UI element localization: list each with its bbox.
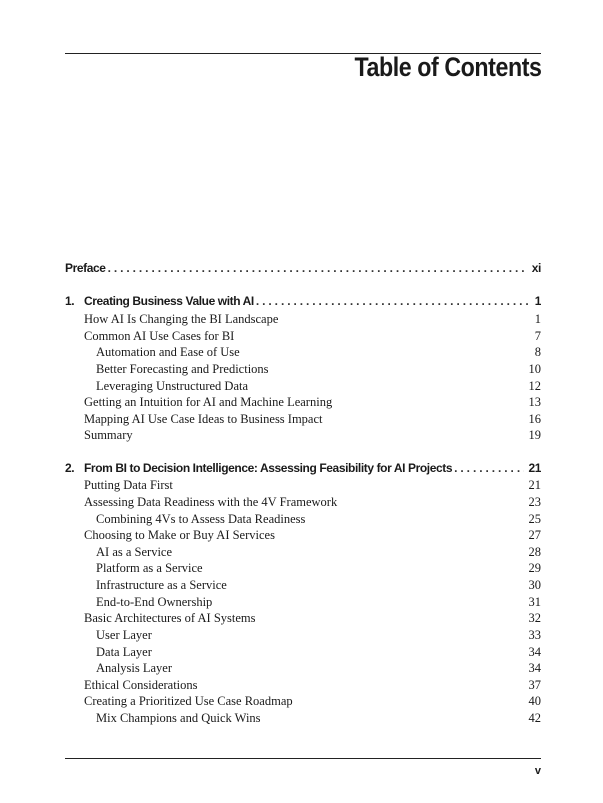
entry-title: Getting an Intuition for AI and Machine Learning <box>84 395 333 409</box>
toc-entry[interactable] <box>84 428 541 445</box>
toc-chapter-2[interactable] <box>65 461 541 478</box>
toc-chapter-1[interactable] <box>65 294 541 311</box>
preface-label: Preface <box>65 261 106 275</box>
entry-page: 1 <box>534 312 541 326</box>
toc-entry[interactable] <box>84 395 541 412</box>
dot-leader <box>108 261 528 275</box>
entry-page: 28 <box>528 545 541 559</box>
toc-entry[interactable] <box>84 495 541 512</box>
entry-title: Mapping AI Use Case Ideas to Business Impact <box>84 412 323 426</box>
chapter-number: 2. <box>65 461 75 475</box>
preface-page: xi <box>531 261 541 275</box>
entry-title: AI as a Service <box>96 545 173 559</box>
entry-page: 37 <box>528 678 541 692</box>
entry-title: Putting Data First <box>84 478 173 492</box>
entry-title: Assessing Data Readiness with the 4V Framework <box>84 495 338 509</box>
entry-title: Common AI Use Cases for BI <box>84 329 235 343</box>
chapter-title: Creating Business Value with AI <box>84 294 254 308</box>
entry-title: Summary <box>84 428 133 442</box>
toc-entry[interactable] <box>84 478 541 495</box>
dot-leader <box>454 461 524 475</box>
toc-subentry[interactable] <box>96 595 541 612</box>
entry-title: Creating a Prioritized Use Case Roadmap <box>84 694 293 708</box>
entry-page: 31 <box>528 595 541 609</box>
entry-page: 8 <box>534 345 541 359</box>
entry-title: Combining 4Vs to Assess Data Readiness <box>96 512 306 526</box>
entry-title: Infrastructure as a Service <box>96 578 227 592</box>
entry-page: 34 <box>528 661 541 675</box>
toc-subentry[interactable] <box>96 561 541 578</box>
toc-subentry[interactable] <box>96 628 541 645</box>
entry-title: Mix Champions and Quick Wins <box>96 711 261 725</box>
toc-subentry[interactable] <box>96 345 541 362</box>
entry-page: 13 <box>528 395 541 409</box>
page-number: v <box>534 765 541 777</box>
entry-title: User Layer <box>96 628 152 642</box>
chapter-title: From BI to Decision Intelligence: Assessing Feasibility for AI Projects <box>84 461 453 475</box>
entry-page: 7 <box>534 329 541 343</box>
entry-page: 33 <box>528 628 541 642</box>
entry-page: 32 <box>528 611 541 625</box>
toc-entry[interactable] <box>84 611 541 628</box>
toc-entry[interactable] <box>84 678 541 695</box>
entry-page: 42 <box>528 711 541 725</box>
chapter-page: 21 <box>528 461 541 475</box>
entry-page: 16 <box>528 412 541 426</box>
entry-page: 40 <box>528 694 541 708</box>
entry-title: Choosing to Make or Buy AI Services <box>84 528 275 542</box>
toc-entry[interactable] <box>84 694 541 711</box>
toc-entry[interactable] <box>84 312 541 329</box>
entry-title: Automation and Ease of Use <box>96 345 240 359</box>
toc-entry[interactable] <box>84 412 541 429</box>
entry-title: Platform as a Service <box>96 561 203 575</box>
entry-title: Analysis Layer <box>96 661 173 675</box>
toc-subentry[interactable] <box>96 661 541 678</box>
entry-page: 29 <box>528 561 541 575</box>
toc-subentry[interactable] <box>96 545 541 562</box>
entry-page: 25 <box>528 512 541 526</box>
entry-page: 27 <box>528 528 541 542</box>
entry-page: 10 <box>528 362 541 376</box>
chapter-number: 1. <box>65 294 75 308</box>
entry-title: Better Forecasting and Predictions <box>96 362 269 376</box>
entry-title: Basic Architectures of AI Systems <box>84 611 256 625</box>
entry-title: Ethical Considerations <box>84 678 198 692</box>
chapter-page: 1 <box>534 294 541 308</box>
entry-page: 12 <box>528 379 541 393</box>
dot-leader <box>256 294 531 308</box>
bottom-rule <box>65 758 541 759</box>
toc-subentry[interactable] <box>96 512 541 529</box>
toc-subentry[interactable] <box>96 645 541 662</box>
entry-page: 19 <box>528 428 541 442</box>
toc-subentry[interactable] <box>96 379 541 396</box>
toc-preface[interactable] <box>65 261 541 278</box>
toc-subentry[interactable] <box>96 578 541 595</box>
entry-page: 21 <box>528 478 541 492</box>
entry-title: Data Layer <box>96 645 152 659</box>
page-title: Table of Contents <box>353 52 541 82</box>
toc-subentry[interactable] <box>96 711 541 728</box>
toc-entry[interactable] <box>84 329 541 346</box>
entry-page: 30 <box>528 578 541 592</box>
entry-title: How AI Is Changing the BI Landscape <box>84 312 279 326</box>
toc-entry[interactable] <box>84 528 541 545</box>
entry-page: 34 <box>528 645 541 659</box>
entry-title: Leveraging Unstructured Data <box>96 379 249 393</box>
toc-subentry[interactable] <box>96 362 541 379</box>
entry-page: 23 <box>528 495 541 509</box>
entry-title: End-to-End Ownership <box>96 595 213 609</box>
